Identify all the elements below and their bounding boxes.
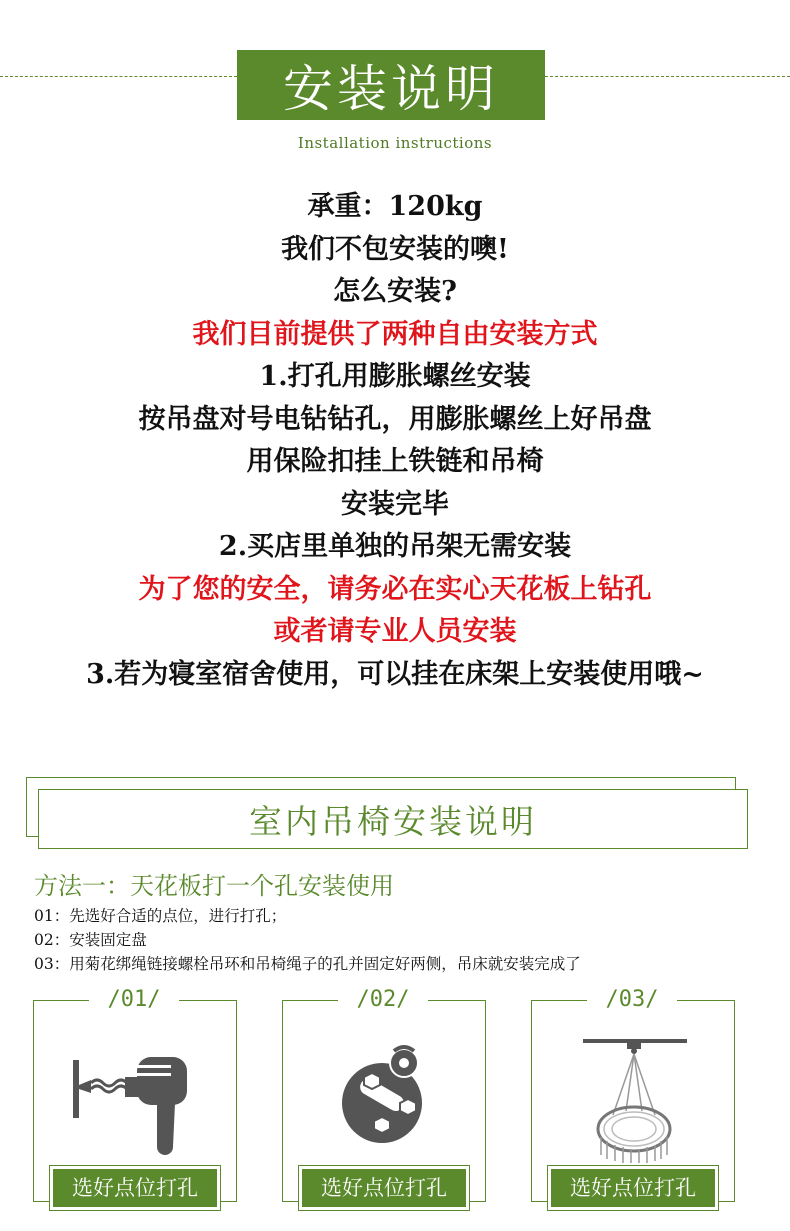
step-text-3: 03：用菊花绑绳链接螺栓吊环和吊椅绳子的孔并固定好两侧，吊床就安装完成了 bbox=[34, 955, 581, 973]
step-text-2: 02：安装固定盘 bbox=[34, 931, 147, 949]
step-card-3-label: 选好点位打孔 bbox=[548, 1166, 718, 1210]
step-card-1-label: 选好点位打孔 bbox=[50, 1166, 220, 1210]
step-card-2-number: /02/ bbox=[338, 986, 428, 1014]
intro-line-no-install: 我们不包安装的噢! bbox=[281, 233, 509, 265]
intro-line-done: 安装完毕 bbox=[341, 488, 449, 520]
section-title: 室内吊椅安装说明 bbox=[38, 789, 748, 849]
intro-line-chain: 用保险扣挂上铁链和吊椅 bbox=[246, 446, 544, 477]
intro-line-capacity: 承重：120kg bbox=[307, 191, 483, 222]
step-text-1: 01：先选好合适的点位，进行打孔； bbox=[34, 907, 287, 925]
intro-text-block bbox=[0, 186, 790, 696]
intro-line-drill: 按吊盘对号电钻钻孔，用膨胀螺丝上好吊盘 bbox=[138, 403, 652, 435]
step-card-1-number: /01/ bbox=[89, 986, 179, 1014]
intro-line-how: 怎么安装? bbox=[333, 276, 457, 307]
intro-line-two-ways: 我们目前提供了两种自由安装方式 bbox=[192, 318, 598, 350]
intro-line-safety: 为了您的安全，请务必在实心天花板上钻孔 bbox=[138, 573, 652, 605]
mounting-plate-icon bbox=[282, 1025, 484, 1165]
intro-line-professional: 或者请专业人员安装 bbox=[273, 616, 517, 647]
drill-icon bbox=[33, 1025, 235, 1165]
method-title: 方法一：天花板打一个孔安装使用 bbox=[34, 872, 394, 900]
intro-line-method-2: 2.买店里单独的吊架无需安装 bbox=[218, 531, 572, 562]
header-dash-left bbox=[0, 76, 237, 77]
step-card-2-label: 选好点位打孔 bbox=[299, 1166, 469, 1210]
page-title: 安装说明 bbox=[237, 50, 545, 120]
hanging-chair-icon bbox=[531, 1025, 733, 1165]
intro-line-method-1: 1.打孔用膨胀螺丝安装 bbox=[259, 361, 531, 392]
intro-line-method-3: 3.若为寝室宿舍使用，可以挂在床架上安装使用哦~ bbox=[86, 658, 704, 690]
header-dash-right bbox=[545, 76, 790, 77]
page-subtitle: Installation instructions bbox=[297, 134, 493, 152]
step-card-3-number: /03/ bbox=[587, 986, 677, 1014]
